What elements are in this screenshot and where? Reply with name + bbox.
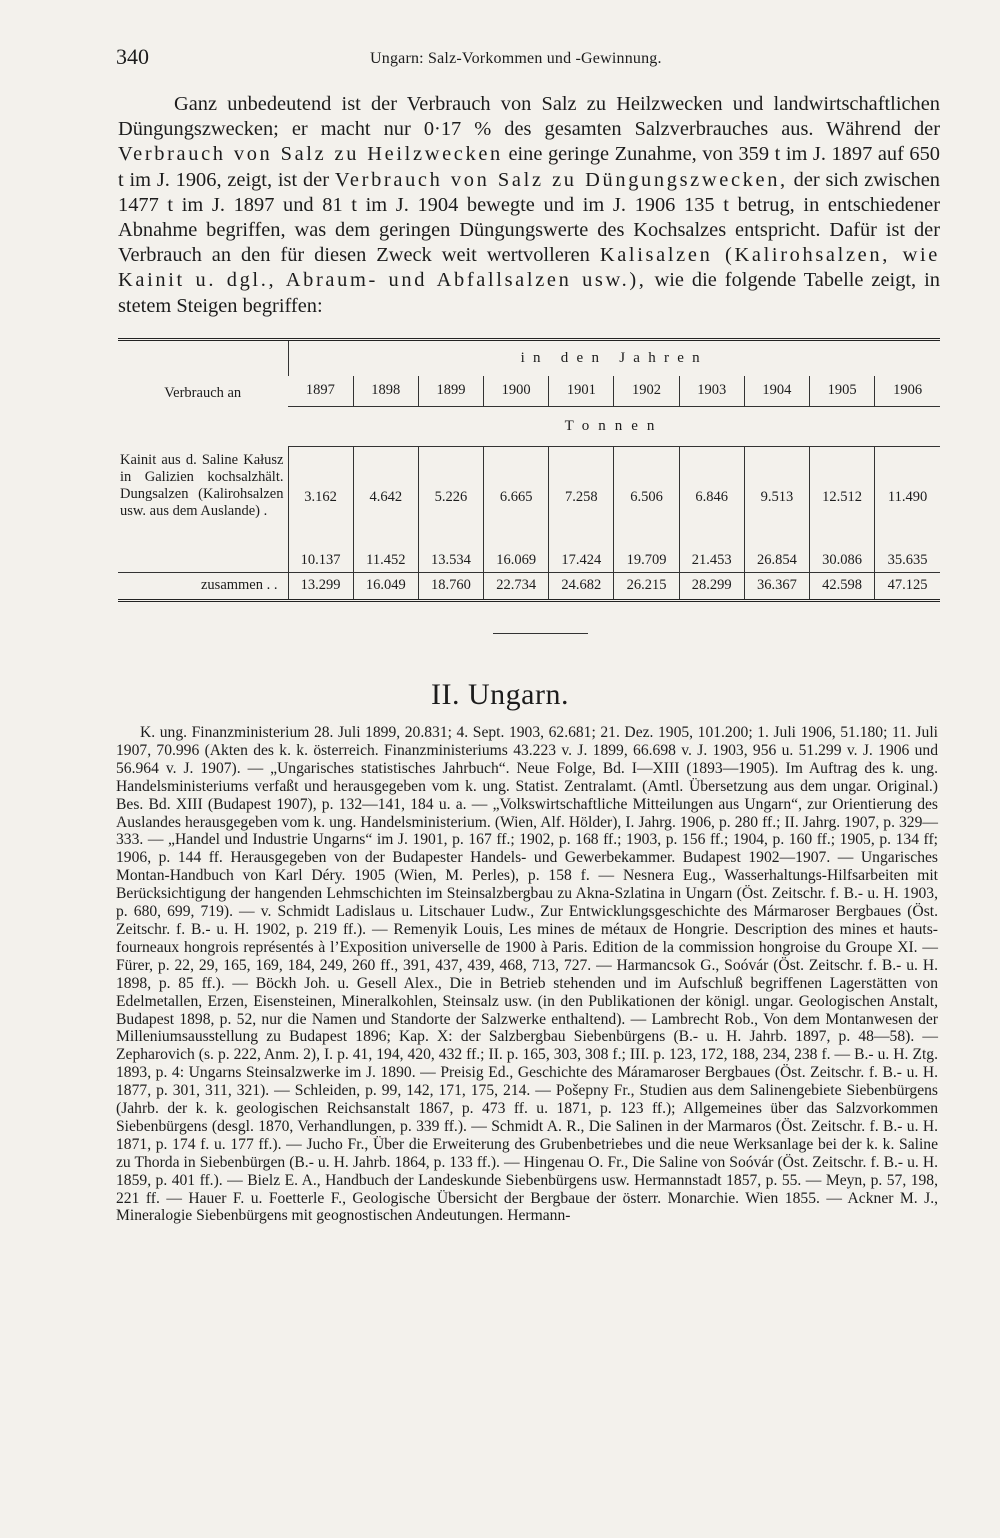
- salzen-value: 30.086: [822, 551, 863, 568]
- text-run: wie die folgende Tabelle zeigt, in stetem Steigen begriffen:: [118, 269, 940, 317]
- year-header: 1898: [353, 376, 418, 407]
- kainit-value: 5.226: [434, 488, 468, 505]
- salzen-value: 17.424: [561, 551, 602, 568]
- text-run: der sich zwischen 1477 t im J. 1897 und 81 t im J. 1904 bewegte und im J. 1906 135 t betrug, in entschiedener Abnahme begriffen, was dem geringen Düngungswerte des Kochsalzes entspricht. Dafür ist der Verbrauch an den für diesen Zweck weit wertvolleren: [118, 168, 940, 267]
- salzen-value: 13.534: [431, 551, 471, 568]
- table-header-row: [118, 340, 940, 376]
- body-paragraph: [118, 92, 940, 319]
- section-title: II. Ungarn.: [431, 678, 569, 711]
- kainit-value: 3.162: [304, 488, 337, 505]
- section-divider: [493, 633, 588, 634]
- kainit-value: 11.490: [887, 488, 928, 505]
- page-number: 340: [116, 44, 149, 69]
- sum-value: 13.299: [288, 572, 353, 600]
- unit-header: Tonnen: [288, 407, 940, 447]
- kainit-value: 12.512: [822, 488, 863, 505]
- sum-value: 36.367: [744, 572, 809, 600]
- year-header: 1899: [418, 376, 483, 407]
- sum-value: 22.734: [484, 572, 549, 600]
- sum-value: 47.125: [875, 572, 940, 600]
- stub-header: Verbrauch an: [164, 385, 242, 402]
- kainit-value: 6.846: [695, 488, 729, 505]
- table-cell: [288, 446, 353, 572]
- years-span-header: in den Jahren: [288, 340, 940, 376]
- salzen-value: 16.069: [496, 551, 537, 568]
- sum-value: 28.299: [679, 572, 744, 600]
- table-cell: [549, 446, 614, 572]
- kainit-value: 9.513: [760, 488, 794, 505]
- table-cell: [484, 446, 549, 572]
- year-header: 1904: [744, 376, 809, 407]
- sum-value: 24.682: [549, 572, 614, 600]
- year-header: 1902: [614, 376, 679, 407]
- year-header: 1901: [549, 376, 614, 407]
- running-title: Ungarn: Salz-Vorkommen und -Gewinnung.: [370, 50, 662, 67]
- year-header: 1900: [484, 376, 549, 407]
- table-cell: [418, 446, 483, 572]
- kainit-value: 6.506: [630, 488, 663, 505]
- table-cell: [614, 446, 679, 572]
- spaced-emphasis: Verbrauch von Salz zu Heilzwecken: [118, 143, 503, 166]
- spaced-emphasis: Kalisalzen (Kalirohsalzen, wie Kainit u. dgl., Abraum- und Abfallsalzen usw.),: [118, 244, 940, 292]
- table-cell: [744, 446, 809, 572]
- salzen-value: 35.635: [887, 551, 928, 568]
- sum-value: 26.215: [614, 572, 679, 600]
- salzen-value: 21.453: [691, 551, 732, 568]
- row-label: Kainit aus d. Saline Kałusz in Galizien kochsalzhält. Dungsalzen (Kalirohsalzen usw. aus dem Auslande) .: [120, 452, 284, 520]
- table-cell: [875, 446, 940, 572]
- text-run: Ganz unbedeutend ist der Verbrauch von Salz zu Heilzwecken und landwirtschaftlichen Düngungszwecken; er macht nur 0·17 % des gesamten Salzverbrauches aus. Während der: [118, 93, 940, 141]
- sum-label: zusammen . .: [118, 572, 288, 600]
- kainit-value: 4.642: [369, 488, 403, 505]
- consumption-table: [118, 338, 940, 602]
- salzen-value: 26.854: [756, 551, 797, 568]
- table-cell: [679, 446, 744, 572]
- salzen-value: 11.452: [366, 551, 406, 568]
- bibliography: [116, 724, 938, 1225]
- year-header: 1905: [810, 376, 875, 407]
- year-header: 1903: [679, 376, 744, 407]
- bibliography-text: K. ung. Finanzministerium 28. Juli 1899, 20.831; 4. Sept. 1903, 62.681; 21. Dez. 1905, 101.200; 1. Juli 1906, 51.180; 11. Juli 1907, 70.996 (Akten des k. k. österreich. Finanzministeriums 43.223 v. J. 1899, 66.698 v. J. 1903, 956 u. 51.299 v. J. 1906 und 56.964 v. J. 1907). — „Ungarisches statistisches Jahrbuch“. Neue Folge, Bd. I—XIII (1893—1905). Im Auftrag des k. ung. Handelsministeriums verfaßt und herausgegeben vom k. ung. Statist. Zentralamt. (Amtl. Übersetzung aus dem ungar. Original.) Bes. Bd. XIII (Budapest 1907), p. 132—141, 184 u. a. — „Volkswirtschaftliche Mitteilungen aus Ungarn“, zur Orientierung des Auslandes herausgegeben vom k. ung. Handelsministerium. (Wien, Alf. Hölder), I. Jahrg. 1906, p. 280 ff.; II. Jahrg. 1907, p. 329—333. — „Handel und Industrie Ungarns“ im J. 1901, p. 167 ff.; 1902, p. 168 ff.; 1903, p. 156 ff.; 1904, p. 160 ff.; 1905, p. 134 ff; 1906, p. 144 ff. Herausgegeben von der Budapester Handels- und Gewerbekammer. Budapest 1902—1907. — Ungarisches Montan-Handbuch von Karl Déry. 1905 (Wien, M. Perles), p. 158 f. — Nesnera Eug., Wasserhaltungs-Hilfsarbeiten mit Berücksichtigung der hangenden Lehmschichten im Steinsalzbergbau zu Akna-Szlatina in Ungarn (Öst. Zeitschr. f. B.- u. H. 1903, p. 680, 699, 719). — v. Schmidt Ladislaus u. Litschauer Ludw., Zur Entwicklungsgeschichte des Mármaroser Bergbaues (Öst. Zeitschr. f. B.- u. H. 1902, p. 219 ff.). — Remenyik Louis, Les mines de métaux de Hongrie. Description des mines et hauts-fourneaux hongrois représentés à l’Exposition universelle de 1900 à Paris. Edition de la commission hongroise du Groupe XI. — Fürer, p. 22, 29, 165, 169, 184, 249, 260 ff., 391, 437, 439, 468, 713, 727. — Harmancsok G., Soóvár (Öst. Zeitschr. f. B.- u. H. 1898, p. 85 ff.). — Böckh Joh. u. Gesell Alex., Die in Betrieb stehenden und im Aufschluß begriffenen Lagerstätten von Edelmetallen, Erzen, Eisensteinen, Mineralkohlen, Steinsalz usw. (in den Publikationen der königl. ungar. Geologischen Anstalt, Budapest 1898, p. 52, nur die Namen und Standorte der Salzwerke enthaltend). — Lambrecht Rob., Von dem Montanwesen der Milleniumsausstellung zu Budapest 1896; Kap. X: der Salzbergbau Siebenbürgens (B.- u. H. Jahrb. 1897, p. 48—58). — Zepharovich (s. p. 222, Anm. 2), I. p. 41, 194, 420, 432 ff.; II. p. 165, 303, 308 f.; III. p. 123, 172, 188, 234, 238 f. — B.- u. H. Ztg. 1893, p. 4: Ungarns Steinsalzwerke im J. 1890. — Preisig Ed., Geschichte des Máramaroser Bergbaues (Öst. Zeitschr. f. B.- u. H. 1877, p. 301, 311, 321). — Schleiden, p. 99, 142, 171, 175, 214. — Pošepny Fr., Studien aus dem Salinengebiete Siebenbürgens (Jahrb. der k. k. geologischen Reichsanstalt 1867, p. 473 ff. u. 1871, p. 123 ff.); Allgemeines über das Salzvorkommen Siebenbürgens (desgl. 1870, Verhandlungen, p. 339 ff.). — Schmidt A. R., Die Salinen in der Marmaros (Öst. Zeitschr. f. B.- u. H. 1871, p. 174 f. u. 177 ff.). — Jucho Fr., Über die Erweiterung des Grubenbetriebes und die neue Werksanlage bei der k. k. Saline zu Thorda in Siebenbürgen (B.- u. H. Jahrb. 1864, p. 133 ff.). — Hingenau O. Fr., Die Saline von Soóvár (Öst. Zeitschr. f. B.- u. H. 1859, p. 401 ff.). — Bielz E. A., Handbuch der Landeskunde Siebenbürgens usw. Hermannstadt 1857, p. 55. — Meyn, p. 57, 198, 221 ff. — Hauer F. u. Foetterle F., Geologische Übersicht der Bergbaue der österr. Monarchie. Wien 1855. — Ackner M. J., Mineralogie Siebenbürgens mit geognostischen Andeutungen. Hermann-: [116, 724, 938, 1225]
- year-header: 1906: [875, 376, 940, 407]
- kainit-value: 7.258: [565, 488, 598, 505]
- table-cell: [810, 446, 875, 572]
- table-cell: [353, 446, 418, 572]
- kainit-value: 6.665: [499, 488, 533, 505]
- sum-value: 16.049: [353, 572, 418, 600]
- spaced-emphasis: Verbrauch von Salz zu Düngungszwecken,: [334, 168, 788, 191]
- table-sum-row: [118, 572, 940, 600]
- sum-value: 42.598: [810, 572, 875, 600]
- year-header: 1897: [288, 376, 353, 407]
- table-row: [118, 446, 940, 572]
- sum-value: 18.760: [418, 572, 483, 600]
- salzen-value: 19.709: [626, 551, 667, 568]
- text-run: eine geringe Zunahme, von 359 t im J. 1897 auf 650 t im J. 1906, zeigt, ist der: [118, 143, 940, 191]
- salzen-value: 10.137: [300, 551, 341, 568]
